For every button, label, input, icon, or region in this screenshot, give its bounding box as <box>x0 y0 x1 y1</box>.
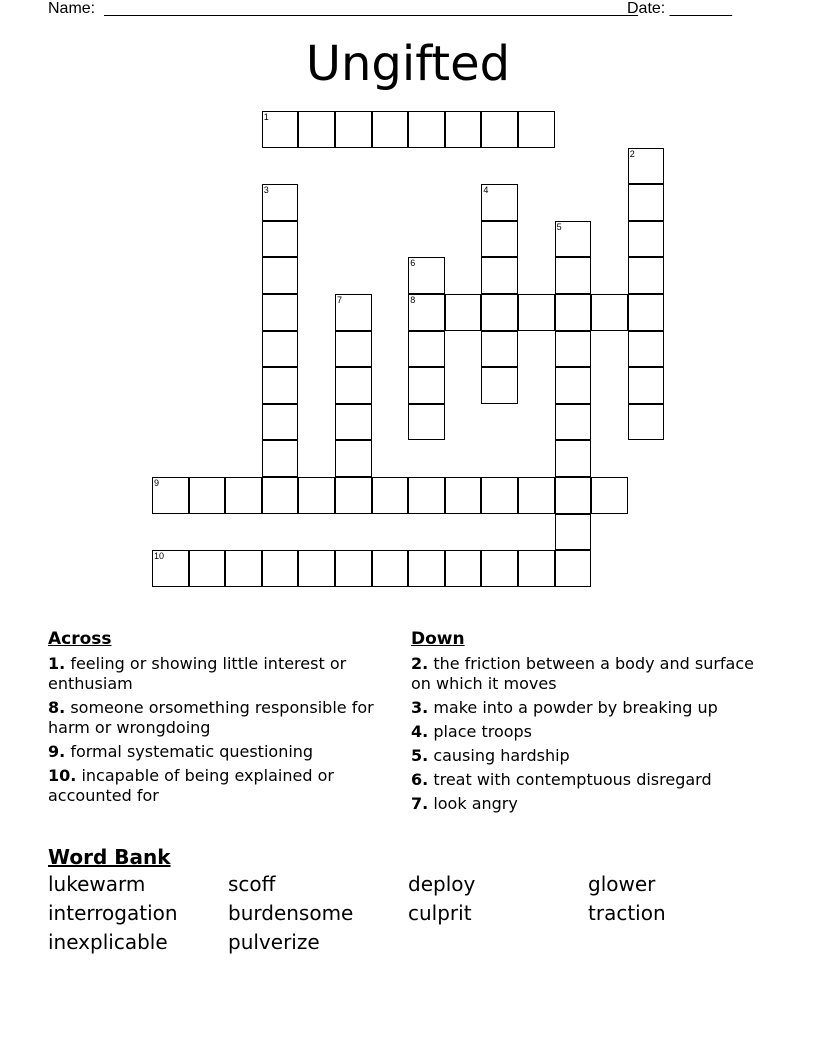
grid-cell[interactable] <box>445 550 482 587</box>
grid-cell[interactable] <box>518 111 555 148</box>
grid-cell[interactable] <box>555 440 592 477</box>
word-bank-item: interrogation <box>48 901 178 925</box>
grid-cell[interactable] <box>408 550 445 587</box>
cell-number: 8 <box>410 295 416 305</box>
grid-cell[interactable] <box>372 477 409 514</box>
grid-cell[interactable] <box>189 550 226 587</box>
grid-cell[interactable] <box>335 331 372 368</box>
grid-cell[interactable] <box>481 550 518 587</box>
word-bank-item: glower <box>588 872 656 896</box>
grid-cell[interactable] <box>262 184 299 221</box>
grid-cell[interactable] <box>555 221 592 258</box>
cell-number: 1 <box>263 112 269 122</box>
cell-number: 6 <box>410 258 416 269</box>
grid-cell[interactable] <box>481 221 518 258</box>
grid-cell[interactable] <box>335 294 372 331</box>
down-heading: Down <box>411 629 465 649</box>
grid-cell[interactable] <box>481 111 518 148</box>
clue-across-10: 10. incapable of being explained or accounted for <box>48 766 334 805</box>
grid-cell[interactable] <box>372 550 409 587</box>
grid-cell[interactable] <box>445 111 482 148</box>
clue-across-1: 1. feeling or showing little interest or enthusiam <box>48 654 347 693</box>
grid-cell[interactable] <box>555 257 592 294</box>
cell-number: 7 <box>337 295 343 305</box>
grid-cell[interactable] <box>262 440 299 477</box>
puzzle-title: Ungifted <box>305 36 511 92</box>
clue-across-8: 8. someone orsomething responsible for harm or wrongdoing <box>48 698 374 737</box>
grid-cell[interactable] <box>628 367 665 404</box>
grid-cell[interactable] <box>555 514 592 551</box>
across-heading: Across <box>48 629 112 649</box>
clue-down-5: 5. causing hardship <box>411 746 570 765</box>
grid-cell[interactable] <box>408 257 445 294</box>
grid-cell[interactable] <box>445 294 482 331</box>
grid-cell[interactable] <box>225 550 262 587</box>
grid-cell[interactable] <box>262 257 299 294</box>
grid-cell[interactable] <box>591 477 628 514</box>
grid-cell[interactable] <box>481 477 518 514</box>
word-bank-item: traction <box>588 901 666 925</box>
clue-down-3: 3. make into a powder by breaking up <box>411 698 718 717</box>
grid-cell[interactable] <box>555 550 592 587</box>
grid-cell[interactable] <box>628 294 665 331</box>
grid-cell[interactable] <box>408 111 445 148</box>
grid-cell[interactable] <box>591 294 628 331</box>
grid-cell[interactable] <box>628 257 665 294</box>
grid-cell[interactable] <box>408 294 445 331</box>
grid-cell[interactable] <box>628 221 665 258</box>
grid-cell[interactable] <box>555 477 592 514</box>
grid-cell[interactable] <box>335 440 372 477</box>
grid-cell[interactable] <box>555 367 592 404</box>
grid-cell[interactable] <box>262 111 299 148</box>
grid-cell[interactable] <box>481 331 518 368</box>
grid-cell[interactable] <box>628 148 665 185</box>
grid-cell[interactable] <box>262 294 299 331</box>
grid-cell[interactable] <box>262 331 299 368</box>
grid-cell[interactable] <box>408 367 445 404</box>
word-bank-item: inexplicable <box>48 930 168 954</box>
date-field[interactable]: Date: _______ <box>627 0 732 17</box>
grid-cell[interactable] <box>189 477 226 514</box>
word-bank-item: pulverize <box>228 930 320 954</box>
cell-number: 3 <box>263 185 269 196</box>
grid-cell[interactable] <box>262 477 299 514</box>
grid-cell[interactable] <box>298 111 335 148</box>
grid-cell[interactable] <box>335 550 372 587</box>
clue-across-9: 9. formal systematic questioning <box>48 742 314 761</box>
clue-down-2: 2. the friction between a body and surface on which it moves <box>411 654 754 693</box>
grid-cell[interactable] <box>481 257 518 294</box>
grid-cell[interactable] <box>262 550 299 587</box>
name-label: Name: <box>48 0 96 17</box>
grid-cell[interactable] <box>481 367 518 404</box>
word-bank-list <box>48 872 768 955</box>
grid-cell[interactable] <box>518 550 555 587</box>
name-field-line[interactable]: ____________________________________________________________ <box>104 0 638 17</box>
grid-cell[interactable] <box>335 111 372 148</box>
clue-down-7: 7. look angry <box>411 794 518 813</box>
cell-number: 2 <box>629 148 635 159</box>
grid-cell[interactable] <box>481 294 518 331</box>
grid-cell[interactable] <box>225 477 262 514</box>
grid-cell[interactable] <box>262 404 299 441</box>
grid-cell[interactable] <box>518 294 555 331</box>
word-bank-item: lukewarm <box>48 872 146 896</box>
grid-cell[interactable] <box>628 404 665 441</box>
cell-number: 9 <box>154 478 160 488</box>
word-bank-item: scoff <box>228 872 276 896</box>
grid-cell[interactable] <box>555 404 592 441</box>
grid-cell[interactable] <box>628 184 665 221</box>
across-clues <box>48 628 393 810</box>
word-bank-item: deploy <box>408 872 476 896</box>
grid-cell[interactable] <box>262 367 299 404</box>
grid-cell[interactable] <box>555 331 592 368</box>
clue-down-4: 4. place troops <box>411 722 533 741</box>
grid-cell[interactable] <box>518 477 555 514</box>
grid-cell[interactable] <box>335 477 372 514</box>
word-bank-item: burdensome <box>228 901 354 925</box>
grid-cell[interactable] <box>408 331 445 368</box>
grid-cell[interactable] <box>408 404 445 441</box>
grid-cell[interactable] <box>298 477 335 514</box>
grid-cell[interactable] <box>152 477 189 514</box>
grid-cell[interactable] <box>298 550 335 587</box>
clue-down-6: 6. treat with contemptuous disregard <box>411 770 712 789</box>
word-bank-heading: Word Bank <box>48 845 171 869</box>
grid-cell[interactable] <box>555 294 592 331</box>
cell-number: 10 <box>154 551 165 562</box>
grid-cell[interactable] <box>152 550 189 587</box>
grid-cell[interactable] <box>262 221 299 258</box>
word-bank-item: culprit <box>408 901 472 925</box>
grid-cell[interactable] <box>335 367 372 404</box>
word-bank <box>48 844 768 955</box>
cell-number: 5 <box>556 221 562 232</box>
grid-cell[interactable] <box>372 111 409 148</box>
down-clues <box>411 628 771 818</box>
grid-cell[interactable] <box>335 404 372 441</box>
grid-cell[interactable] <box>445 477 482 514</box>
grid-cell[interactable] <box>628 331 665 368</box>
cell-number: 4 <box>483 185 489 196</box>
grid-cell[interactable] <box>481 184 518 221</box>
grid-cell[interactable] <box>408 477 445 514</box>
